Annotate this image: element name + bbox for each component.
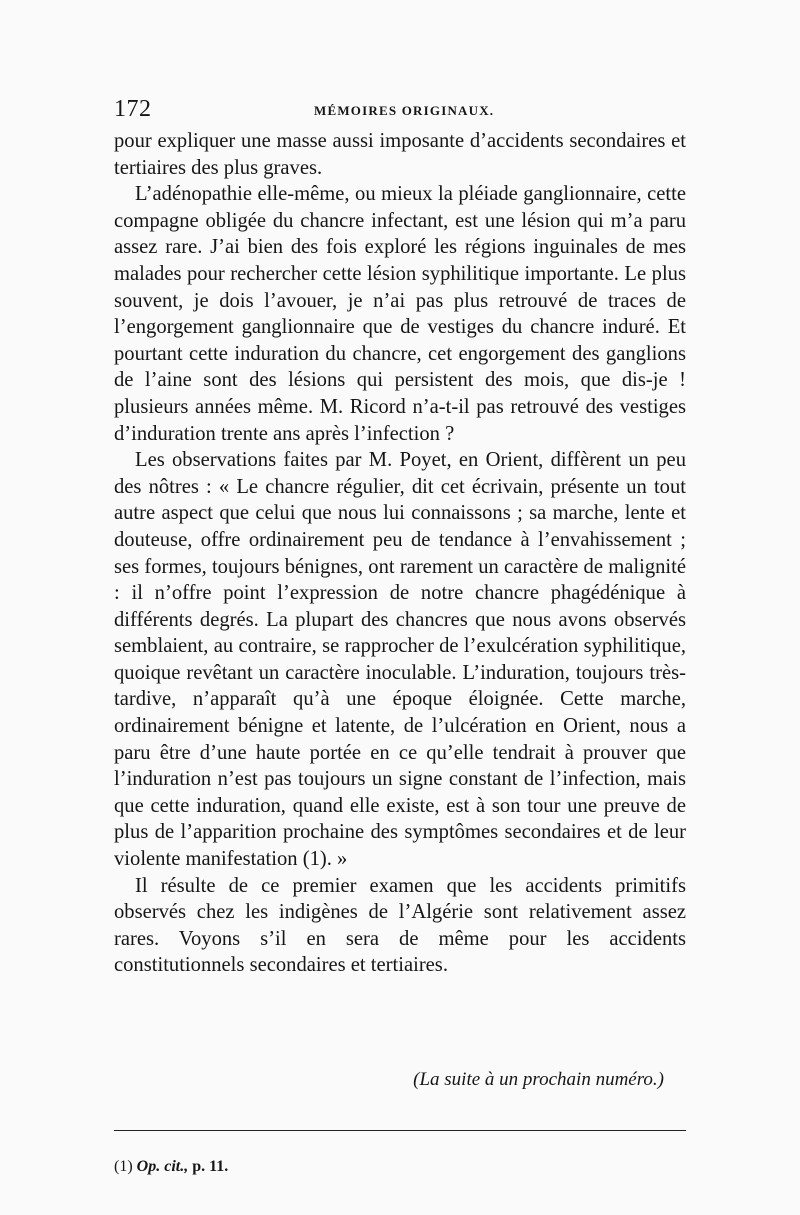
footnote-page: p. 11. [192,1158,229,1175]
page-header [114,96,686,126]
paragraph-4: Il résulte de ce premier examen que les accidents primitifs observés chez les indigènes de l’Algérie sont relativement assez rares. Voyons s’il en sera de même pour les accidents constitutionnels secondaires et tertiaires. [114,874,686,977]
paragraph-1: pour expliquer une masse aussi imposante d’accidents secondaires et tertiaires des plus graves. [114,130,686,179]
body-text [114,128,686,979]
footnote [114,1158,228,1176]
footnote-marker: (1) [114,1158,133,1175]
page-number: 172 [114,96,152,122]
running-head: MÉMOIRES ORIGINAUX. [314,103,495,118]
footnote-citation: Op. cit., [136,1158,189,1175]
paragraph-2: L’adénopathie elle-même, ou mieux la pléiade ganglionnaire, cette compagne obligée du chancre infectant, est une lésion qui m’a paru assez rare. J’ai bien des fois exploré les régions inguinales de mes malades pour rechercher cette lésion syphilitique importante. Le plus souvent, je dois l’avouer, je n’ai pas plus retrouvé de traces de l’engorgement ganglionnaire que de vestiges du chancre induré. Et pourtant cette induration du chancre, cet engorgement des ganglions de l’aine sont des lésions qui persistent des mois, que dis-je ! plusieurs années même. M. Ricord n’a-t-il pas retrouvé des vestiges d’induration trente ans après l’infection ? [114,183,686,445]
continuation-note: (La suite à un prochain numéro.) [413,1069,664,1090]
footnote-divider [114,1130,686,1131]
paragraph-3: Les observations faites par M. Poyet, en Orient, diffèrent un peu des nôtres : « Le chancre régulier, dit cet écrivain, présente un tout autre aspect que celui que nous lui connaissons ; sa marche, lente et douteuse, offre ordinairement peu de tendance à l’envahissement ; ses formes, toujours bénignes, ont rarement un caractère de malignité : il n’offre point l’expression de notre chancre phagédénique à différents degrés. La plupart des chancres que nous avons observés semblaient, au contraire, se rapprocher de l’exulcération syphilitique, quoique revêtant un caractère inoculable. L’induration, toujours très-tardive, n’apparaît qu’à une époque éloignée. Cette marche, ordinairement bénigne et latente, de l’ulcération en Orient, nous a paru être d’une haute portée en ce qu’elle tendrait à prouver que l’induration n’est pas toujours un signe constant de l’infection, mais que cette induration, quand elle existe, est à son tour une preuve de plus de l’apparition prochaine des symptômes secondaires et de leur violente manifestation (1). » [114,449,686,871]
